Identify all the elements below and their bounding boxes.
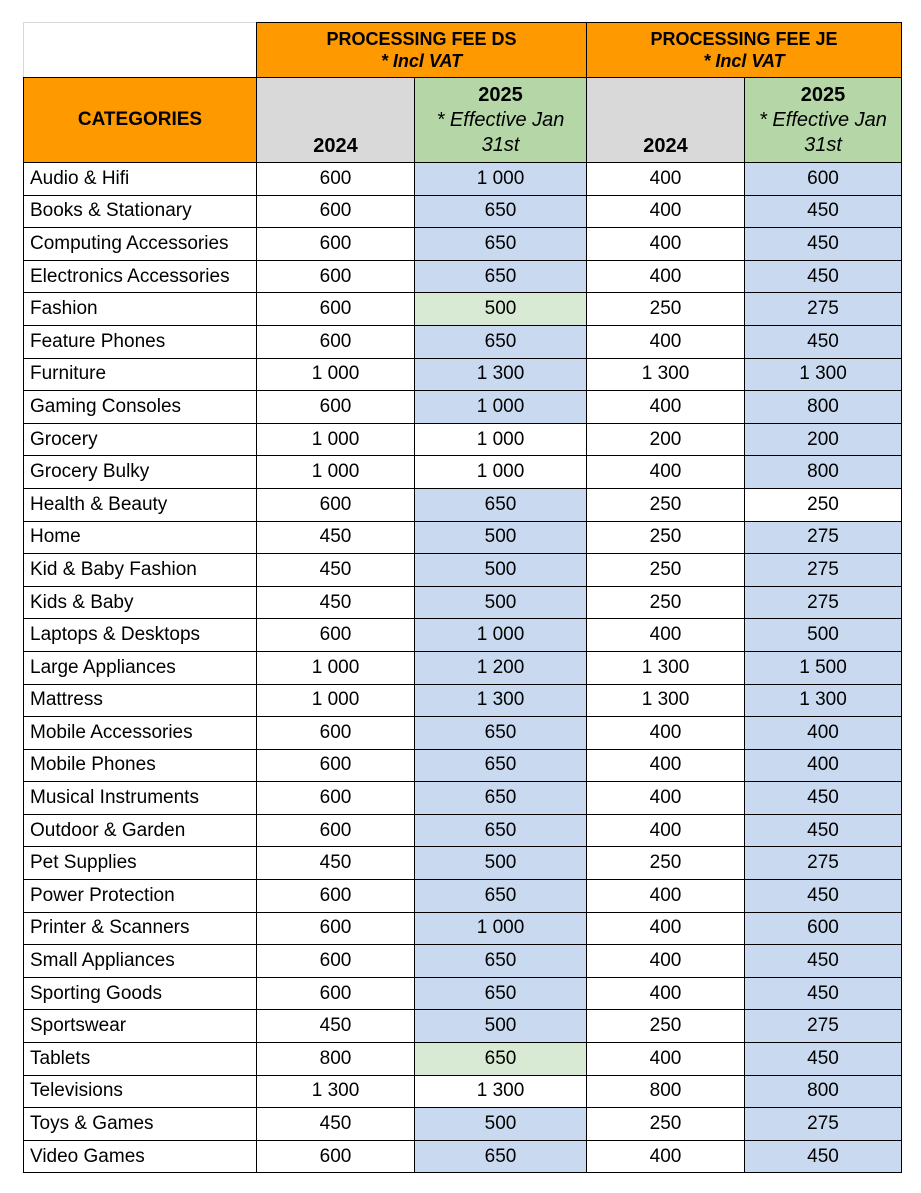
table-row [24,717,902,750]
ds-2024-value-cell: 600 [257,488,415,521]
category-name-cell: Video Games [24,1140,257,1173]
je-2024-value-cell: 250 [587,521,745,554]
ds-2025-value-cell: 650 [415,945,587,978]
je-2025-value-cell: 1 500 [745,651,902,684]
ds-2024-value-cell: 600 [257,391,415,424]
ds-2024-value-cell: 450 [257,847,415,880]
ds-2025-header [415,78,587,163]
ds-2025-value-cell: 500 [415,847,587,880]
ds-2025-value-cell: 650 [415,260,587,293]
je-2025-value-cell: 275 [745,1108,902,1141]
ds-2024-value-cell: 600 [257,163,415,196]
je-2024-value-cell: 400 [587,391,745,424]
je-2024-value-cell: 200 [587,423,745,456]
category-name-cell: Grocery [24,423,257,456]
category-name-cell: Toys & Games [24,1108,257,1141]
ds-2025-value-cell: 1 000 [415,423,587,456]
table-row [24,814,902,847]
ds-2024-header: 2024 [257,78,415,163]
ds-2025-value-cell: 650 [415,195,587,228]
je-2025-value-cell: 600 [745,912,902,945]
table-row [24,488,902,521]
category-name-cell: Mobile Accessories [24,717,257,750]
table-row [24,1075,902,1108]
je-2024-value-cell: 250 [587,586,745,619]
je-2025-value-cell: 450 [745,945,902,978]
table-row [24,521,902,554]
je-2024-header: 2024 [587,78,745,163]
table-row [24,945,902,978]
category-name-cell: Printer & Scanners [24,912,257,945]
ds-2024-value-cell: 600 [257,260,415,293]
ds-2025-value-cell: 1 000 [415,391,587,424]
category-name-cell: Health & Beauty [24,488,257,521]
ds-2024-value-cell: 600 [257,782,415,815]
ds-2024-value-cell: 600 [257,717,415,750]
je-2024-value-cell: 250 [587,1010,745,1043]
je-2024-value-cell: 250 [587,847,745,880]
category-name-cell: Mattress [24,684,257,717]
category-name-cell: Kid & Baby Fashion [24,554,257,587]
category-name-cell: Fashion [24,293,257,326]
ds-2025-value-cell: 1 300 [415,684,587,717]
table-row [24,651,902,684]
je-2025-value-cell: 600 [745,163,902,196]
ds-2024-value-cell: 1 000 [257,684,415,717]
column-header-row [24,78,902,163]
ds-2025-value-cell: 650 [415,1043,587,1076]
table-row [24,586,902,619]
blank-corner-cell [24,23,257,78]
ds-2025-value-cell: 500 [415,293,587,326]
ds-2025-value-cell: 650 [415,814,587,847]
category-name-cell: Power Protection [24,880,257,913]
je-2024-value-cell: 400 [587,880,745,913]
je-2024-value-cell: 400 [587,260,745,293]
je-2025-value-cell: 800 [745,391,902,424]
ds-2024-value-cell: 600 [257,325,415,358]
je-2024-value-cell: 400 [587,456,745,489]
ds-2025-year: 2025 [478,83,523,106]
ds-2025-value-cell: 650 [415,717,587,750]
table-row [24,1010,902,1043]
je-2025-effective-note: * Effective Jan 31st [759,108,887,156]
ds-2025-value-cell: 650 [415,749,587,782]
ds-2025-value-cell: 650 [415,488,587,521]
je-2025-value-cell: 275 [745,293,902,326]
je-2025-value-cell: 450 [745,880,902,913]
ds-2025-value-cell: 1 200 [415,651,587,684]
ds-2024-value-cell: 1 000 [257,423,415,456]
je-2024-value-cell: 400 [587,195,745,228]
ds-2025-value-cell: 1 000 [415,456,587,489]
ds-2025-value-cell: 1 300 [415,358,587,391]
je-2024-value-cell: 400 [587,163,745,196]
group-title-ds: PROCESSING FEE DS [326,29,517,49]
je-2024-value-cell: 400 [587,717,745,750]
table-row [24,977,902,1010]
je-2024-value-cell: 400 [587,1043,745,1076]
ds-2024-value-cell: 600 [257,619,415,652]
category-name-cell: Home [24,521,257,554]
group-header-je [587,23,902,78]
je-2024-value-cell: 400 [587,749,745,782]
table-row [24,358,902,391]
ds-2024-value-cell: 1 000 [257,358,415,391]
je-2025-value-cell: 800 [745,1075,902,1108]
je-2024-value-cell: 400 [587,325,745,358]
table-row [24,1140,902,1173]
je-2025-year: 2025 [800,83,846,106]
category-name-cell: Sportswear [24,1010,257,1043]
table-row [24,880,902,913]
category-name-cell: Outdoor & Garden [24,814,257,847]
je-2025-value-cell: 450 [745,325,902,358]
ds-2025-value-cell: 650 [415,782,587,815]
je-2024-value-cell: 1 300 [587,684,745,717]
je-2025-header [745,78,902,163]
category-name-cell: Tablets [24,1043,257,1076]
category-name-cell: Books & Stationary [24,195,257,228]
je-2024-value-cell: 400 [587,977,745,1010]
je-2025-value-cell: 250 [745,488,902,521]
ds-2025-value-cell: 650 [415,977,587,1010]
je-2025-value-cell: 450 [745,1043,902,1076]
category-name-cell: Computing Accessories [24,228,257,261]
je-2024-value-cell: 800 [587,1075,745,1108]
category-name-cell: Sporting Goods [24,977,257,1010]
je-2025-value-cell: 200 [745,423,902,456]
ds-2025-value-cell: 1 300 [415,1075,587,1108]
je-2025-value-cell: 450 [745,782,902,815]
je-2025-value-cell: 400 [745,717,902,750]
category-name-cell: Gaming Consoles [24,391,257,424]
je-2025-value-cell: 1 300 [745,358,902,391]
je-2024-value-cell: 250 [587,293,745,326]
ds-2025-value-cell: 650 [415,228,587,261]
ds-2025-value-cell: 500 [415,1010,587,1043]
ds-2025-value-cell: 500 [415,521,587,554]
category-name-cell: Laptops & Desktops [24,619,257,652]
table-row [24,195,902,228]
je-2025-value-cell: 450 [745,1140,902,1173]
ds-2024-value-cell: 600 [257,945,415,978]
table-row [24,456,902,489]
ds-2025-value-cell: 500 [415,1108,587,1141]
table-row [24,847,902,880]
categories-header: CATEGORIES [24,78,257,163]
ds-2024-value-cell: 800 [257,1043,415,1076]
ds-2025-value-cell: 1 000 [415,163,587,196]
table-row [24,293,902,326]
ds-2025-value-cell: 650 [415,1140,587,1173]
ds-2025-value-cell: 650 [415,325,587,358]
ds-2024-value-cell: 450 [257,586,415,619]
ds-2024-value-cell: 1 000 [257,456,415,489]
je-2024-value-cell: 250 [587,554,745,587]
ds-2024-value-cell: 600 [257,195,415,228]
je-2025-value-cell: 400 [745,749,902,782]
je-2025-value-cell: 450 [745,977,902,1010]
je-2025-value-cell: 450 [745,228,902,261]
ds-2025-value-cell: 1 000 [415,619,587,652]
table-row [24,423,902,456]
table-row [24,1108,902,1141]
je-2024-value-cell: 250 [587,488,745,521]
ds-2024-value-cell: 450 [257,554,415,587]
je-2025-value-cell: 275 [745,1010,902,1043]
table-row [24,163,902,196]
je-2025-value-cell: 500 [745,619,902,652]
je-2025-value-cell: 1 300 [745,684,902,717]
category-name-cell: Furniture [24,358,257,391]
table-row [24,325,902,358]
group-subtitle-ds: * Incl VAT [380,51,463,71]
ds-2024-value-cell: 600 [257,1140,415,1173]
je-2024-value-cell: 400 [587,782,745,815]
category-name-cell: Large Appliances [24,651,257,684]
je-2025-value-cell: 450 [745,260,902,293]
je-2024-value-cell: 250 [587,1108,745,1141]
je-2024-value-cell: 1 300 [587,651,745,684]
category-name-cell: Pet Supplies [24,847,257,880]
ds-2024-value-cell: 1 000 [257,651,415,684]
category-name-cell: Feature Phones [24,325,257,358]
processing-fee-table [23,22,902,1173]
table-row [24,912,902,945]
group-subtitle-je: * Incl VAT [703,51,785,71]
je-2024-value-cell: 400 [587,912,745,945]
table-row [24,749,902,782]
ds-2024-value-cell: 600 [257,814,415,847]
ds-2024-value-cell: 600 [257,749,415,782]
category-name-cell: Grocery Bulky [24,456,257,489]
ds-2025-value-cell: 500 [415,554,587,587]
category-name-cell: Kids & Baby [24,586,257,619]
ds-2024-value-cell: 600 [257,293,415,326]
ds-2024-value-cell: 1 300 [257,1075,415,1108]
ds-2024-value-cell: 600 [257,880,415,913]
category-name-cell: Electronics Accessories [24,260,257,293]
ds-2024-value-cell: 600 [257,912,415,945]
ds-2025-value-cell: 500 [415,586,587,619]
category-name-cell: Musical Instruments [24,782,257,815]
table-row [24,554,902,587]
ds-2024-value-cell: 450 [257,1010,415,1043]
category-name-cell: Televisions [24,1075,257,1108]
ds-2024-value-cell: 450 [257,1108,415,1141]
je-2025-value-cell: 800 [745,456,902,489]
table-row [24,260,902,293]
je-2024-value-cell: 1 300 [587,358,745,391]
je-2025-value-cell: 275 [745,521,902,554]
ds-2024-value-cell: 600 [257,977,415,1010]
je-2024-value-cell: 400 [587,619,745,652]
je-2025-value-cell: 450 [745,814,902,847]
ds-2024-value-cell: 450 [257,521,415,554]
je-2025-value-cell: 275 [745,554,902,587]
je-2024-value-cell: 400 [587,945,745,978]
group-header-ds [257,23,587,78]
table-row [24,228,902,261]
table-row [24,684,902,717]
ds-2025-value-cell: 650 [415,880,587,913]
fee-rows [24,163,902,1173]
ds-2025-effective-note: * Effective Jan 31st [436,108,565,156]
je-2024-value-cell: 400 [587,1140,745,1173]
group-header-row [24,23,902,78]
category-name-cell: Small Appliances [24,945,257,978]
category-name-cell: Audio & Hifi [24,163,257,196]
table-row [24,391,902,424]
table-row [24,782,902,815]
table-row [24,1043,902,1076]
ds-2024-value-cell: 600 [257,228,415,261]
category-name-cell: Mobile Phones [24,749,257,782]
ds-2025-value-cell: 1 000 [415,912,587,945]
je-2024-value-cell: 400 [587,228,745,261]
je-2025-value-cell: 275 [745,586,902,619]
je-2025-value-cell: 275 [745,847,902,880]
je-2025-value-cell: 450 [745,195,902,228]
je-2024-value-cell: 400 [587,814,745,847]
group-title-je: PROCESSING FEE JE [650,29,838,49]
table-row [24,619,902,652]
